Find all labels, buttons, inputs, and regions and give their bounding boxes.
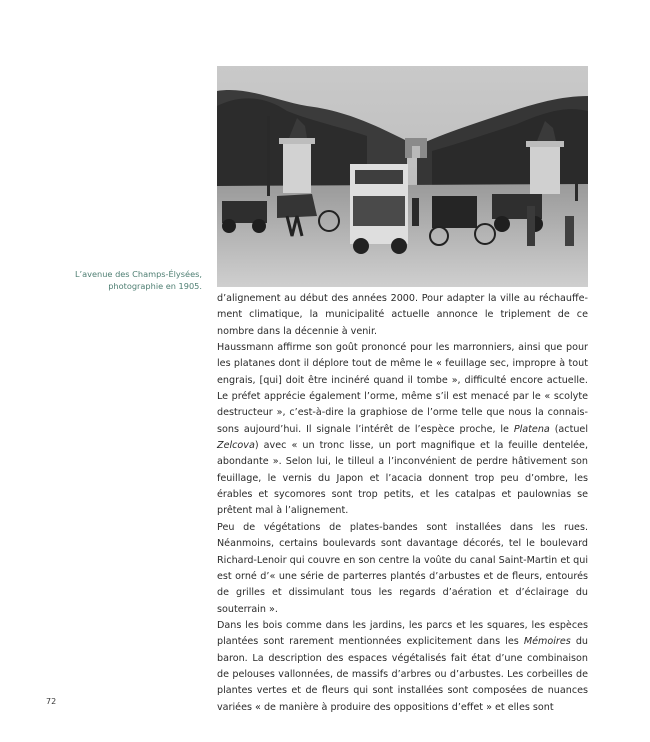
paragraph <box>217 340 588 520</box>
text-run: d’alignement au début des années 2000. Pour adapter la ville au réchauffe-ment climatique, la municipalité actuelle annonce le triplement de ce nombre dans la décennie à venir. <box>217 293 588 337</box>
text-run: Dans les bois comme dans les jardins, les parcs et les squares, les espèces plantées sont rarement mentionnées explicitement dans les <box>217 619 588 648</box>
italic-term: Zelcova <box>217 440 255 452</box>
italic-term: Mémoires <box>523 636 571 648</box>
photograph-drawing <box>217 66 588 287</box>
text-run: Haussmann affirme son goût prononcé pour les marronniers, ainsi que pour les platanes dont il déplore tout de même le « feuillage sec, impropre à tout engrais, [qui] doit être incinéré quand il tombe », difficulté encore actuelle. Le préfet apprécie également l’orme, même s’il est menacé par le « scolyte destructeur », c’est-à-dire la graphiose de l’orme telle que nous la connais-sons aujourd’hui. Il signale l’intérêt de l’espèce proche, le <box>217 342 588 435</box>
caption-line: photographie en 1905. <box>108 281 202 291</box>
paragraph <box>217 291 588 340</box>
italic-term: Platena <box>513 423 550 435</box>
photo-caption <box>40 268 202 292</box>
text-run: du baron. La description des espaces végétalisés fait état d’une combinaison de pelouses vallonnées, de massifs d’arbres ou d’arbustes. Les corbeilles de plantes vertes et de fleurs qui sont installées sont composées de nuances variées « de manière à produire des oppositions d’effet » et elles sont <box>217 636 588 713</box>
body-text <box>217 291 588 716</box>
page-number: 72 <box>46 697 57 706</box>
text-run: Peu de végétations de plates-bandes sont installées dans les rues. Néanmoins, certains boulevards sont davantage décorés, tel le boulevard Richard-Lenoir qui couvre en son centre la voûte du canal Saint-Martin et qui est orné d’« une série de parterres plantés d’arbustes et de fleurs, entourés de grilles et dissimulant tous les regards d’aération et d’éclairage du souterrain ». <box>217 521 588 615</box>
paragraph <box>217 520 588 618</box>
text-run: (actuel <box>549 423 588 435</box>
caption-line: L’avenue des Champs-Élysées, <box>74 269 202 279</box>
text-run: ) avec « un tronc lisse, un port magnifique et la feuille dentelée, abondante ». Selon lui, le tilleul a l’inconvénient de perdre hâtivement son feuillage, le vernis du Japon et l’acacia donnent trop peu d’ombre, les érables et sycomores sont trop petits, et les catalpas et paulownias se prêtent mal à l’alignement. <box>217 440 588 517</box>
paragraph <box>217 618 588 716</box>
champs-elysees-photograph <box>217 66 588 287</box>
